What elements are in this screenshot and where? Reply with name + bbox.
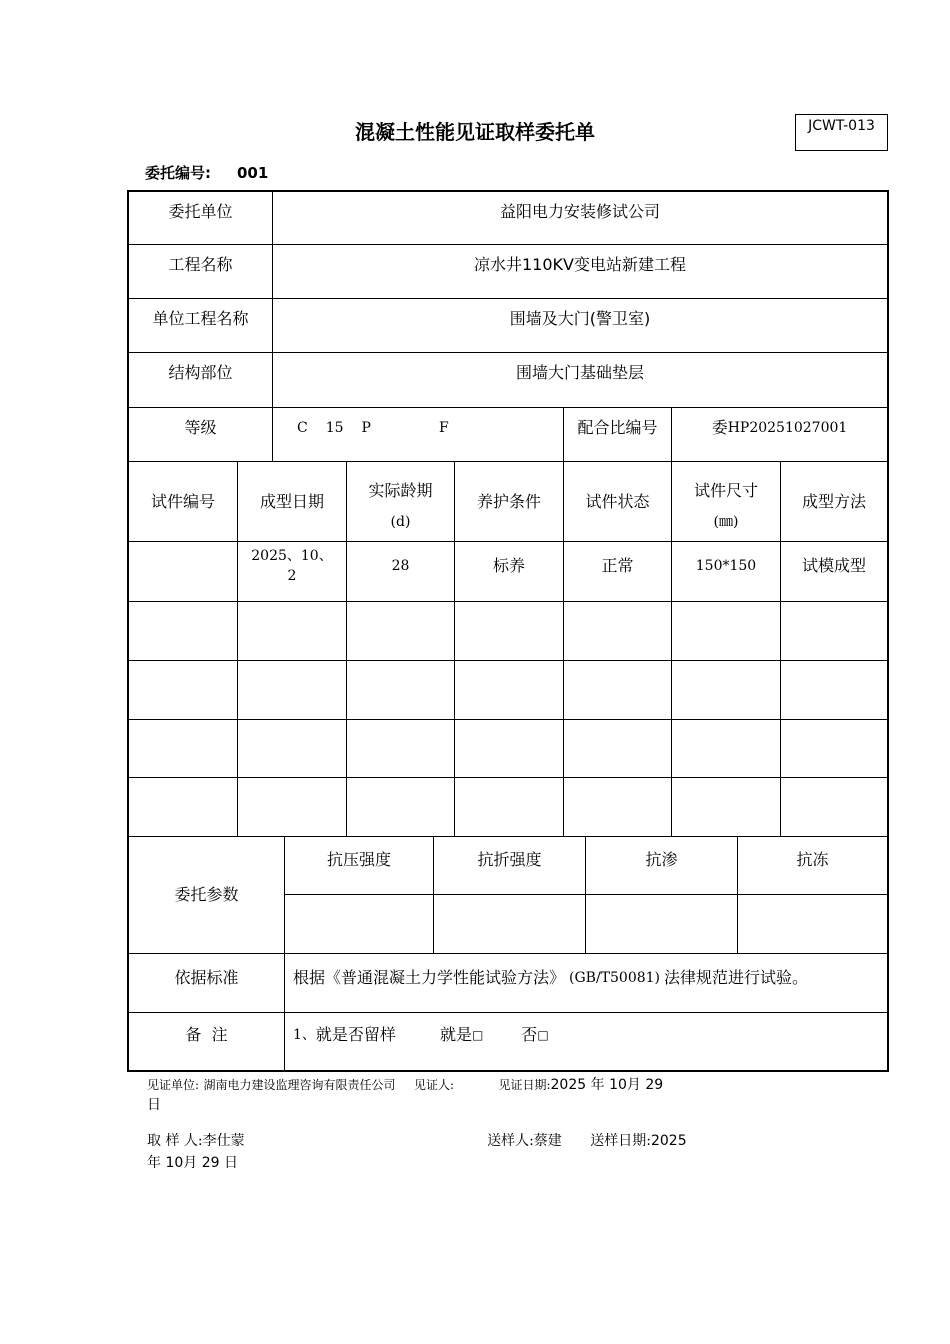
send-date-month-unit: 月 [183,1155,198,1171]
send-date-day-unit: 日 [224,1155,239,1171]
grade-c-value: 15 [325,420,344,436]
yes-checkbox-icon[interactable]: □ [471,1028,484,1042]
client-label: 委托单位 [168,202,233,221]
form-code: JCWT-013 [808,118,875,134]
page-title: 混凝土性能见证取样委托单 [355,120,595,144]
param-compressive: 抗压强度 [326,850,391,869]
mix-prefix: 委 [711,418,728,437]
client-value: 益阳电力安装修试公司 [499,202,660,221]
row1-state: 正常 [601,556,634,575]
header-state: 试件状态 [585,491,650,511]
row1-method: 试模成型 [801,556,866,575]
header-size-line1: 试件尺寸 [693,480,758,500]
send-date-year-unit: 年 [147,1155,161,1171]
param-impermeability: 抗渗 [645,850,678,869]
unit-project-label: 单位工程名称 [152,309,249,328]
witness-person-label: 见证人: [413,1078,455,1092]
unit-project-value: 围墙及大门(警卫室) [509,309,651,328]
row1-curing: 标养 [492,556,525,575]
row1-age: 28 [391,558,410,574]
sampler-label: 取 样 人: [147,1133,203,1149]
sampler-value: 李仕蒙 [202,1133,245,1149]
sampler-line [147,1130,827,1174]
structure-value: 围墙大门基础垫层 [515,363,644,382]
grade-label: 等级 [184,418,217,437]
row1-specimen-no [129,542,237,590]
witness-date-month: 10 [609,1077,627,1093]
no-checkbox-icon[interactable]: □ [537,1028,549,1042]
witness-unit-value: 湖南电力建设监理咨询有限责任公司 [203,1078,396,1092]
witness-date-year-unit: 年 [590,1077,605,1093]
entrust-table [127,190,889,1072]
entrust-number-label: 委托编号: [145,164,211,182]
remarks-yes: 就是 [439,1025,472,1044]
param-frost: 抗冻 [796,850,829,869]
entrust-number-value: 001 [237,164,269,182]
mix-value [672,408,887,448]
witness-date-label: 见证日期: [498,1078,551,1092]
header-size-line2: (㎜) [713,513,739,530]
row-divider [129,601,887,602]
send-date-day: 29 [201,1155,220,1171]
grade-p: P [361,420,371,436]
send-date-year: 2025 [650,1133,687,1149]
header-method: 成型方法 [801,491,866,511]
mix-number: HP20251027001 [727,420,848,436]
remarks-item-text: 就是否留样 [315,1025,396,1044]
witness-date-month-unit: 月 [626,1077,641,1093]
header-age-line1: 实际龄期 [368,480,433,500]
mix-label: 配合比编号 [577,418,658,437]
standard-label: 依据标准 [174,968,239,987]
structure-label: 结构部位 [168,363,233,382]
row1-molding-date-line1: 2025、10、 [251,548,333,564]
header-size [672,462,780,541]
entrust-number [145,162,268,183]
params-label: 委托参数 [174,885,239,904]
standard-text-a: 根据《普通混凝土力学性能试验方法》 [293,968,566,987]
grade-f: F [438,420,449,436]
project-label: 工程名称 [168,255,233,274]
header-curing: 养护条件 [476,491,541,511]
row-divider [129,777,887,778]
row-divider [129,660,887,661]
remarks-content [293,1013,887,1057]
form-code-box [795,114,888,151]
standard-text [293,954,887,1002]
witness-date-day: 29 [645,1077,664,1093]
row1-molding-date-line2: 2 [287,568,297,584]
standard-text-b: 法律规范进行试验。 [664,968,809,987]
row-divider [129,719,887,720]
header-molding-date: 成型日期 [259,491,324,511]
sender-value: 蔡建 [533,1133,562,1149]
row1-size: 150*150 [695,558,757,574]
header-age-line2: (d) [390,513,411,530]
send-date-label: 送样日期: [590,1133,651,1149]
grade-c: C [297,420,308,436]
remarks-item-no: 1、 [293,1027,316,1043]
row1-molding-date [238,542,346,590]
witness-unit-label: 见证单位: [147,1078,200,1092]
header-specimen-no: 试件编号 [150,491,215,511]
project-value: 凉水井110KV变电站新建工程 [474,255,686,274]
send-date-month: 10 [165,1155,184,1171]
standard-code: (GB/T50081) [569,970,661,986]
header-age [347,462,454,541]
sender-label: 送样人: [487,1133,534,1149]
witness-date-year: 2025 [550,1077,587,1093]
remarks-no: 否 [521,1025,538,1044]
param-flexural: 抗折强度 [477,850,542,869]
witness-line [147,1075,827,1115]
witness-date-day-unit: 日 [147,1097,161,1113]
grade-value [273,408,563,448]
remarks-label: 备 注 [185,1025,228,1044]
